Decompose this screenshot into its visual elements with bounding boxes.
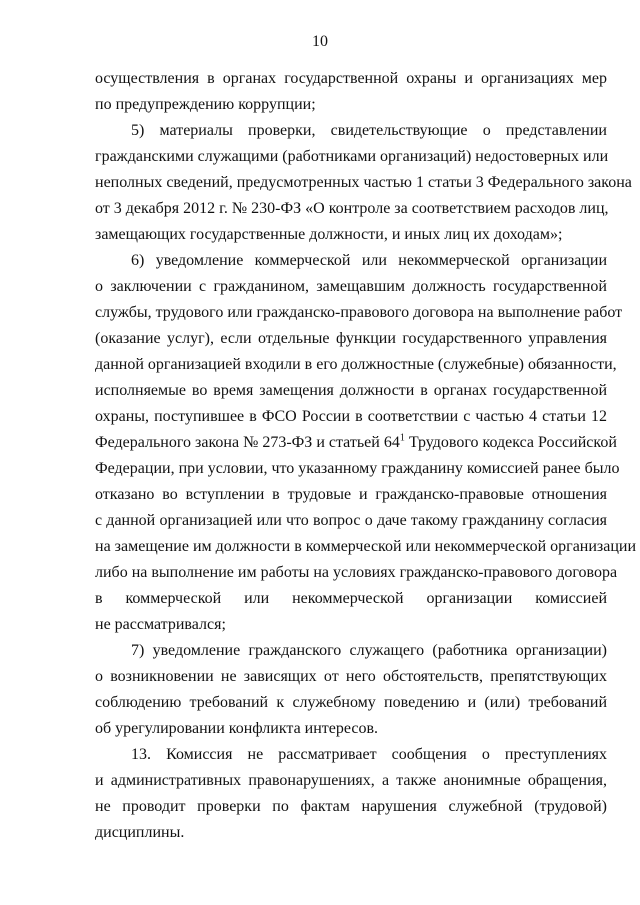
text-line: о заключении с гражданином, замещавшим должность государственной (95, 278, 607, 295)
text-line: гражданскими служащими (работниками организаций) недостоверных или (95, 148, 609, 165)
text-segment: Трудового кодекса Российской (404, 434, 617, 451)
text-line: не проводит проверки по фактам нарушения служебной (трудовой) (95, 798, 607, 815)
text-segment: Федерального закона № 273-ФЗ и статьей 64 (95, 434, 400, 451)
item-7-heading: 7) уведомление гражданского служащего (работника организации) (131, 642, 607, 659)
superscript: 1 (399, 432, 405, 444)
text-line: об урегулировании конфликта интересов. (95, 720, 379, 737)
text-line: осуществления в органах государственной охраны и организациях мер (95, 70, 607, 87)
text-line: в коммерческой или некоммерческой организации комиссией (95, 590, 607, 607)
text-line: и административных правонарушениях, а также анонимные обращения, (95, 772, 607, 789)
text-line-with-superscript (95, 432, 617, 453)
text-line: неполных сведений, предусмотренных частью 1 статьи 3 Федерального закона (95, 174, 632, 191)
text-line: замещающих государственные должности, и иных лиц их доходам»; (95, 226, 563, 243)
text-line: не рассматривался; (95, 616, 226, 633)
text-line: исполняемые во время замещения должности в органах государственной (95, 382, 607, 399)
item-6-heading: 6) уведомление коммерческой или некоммерческой организации (131, 252, 607, 269)
text-line: отказано во вступлении в трудовые и гражданско-правовые отношения (95, 486, 607, 503)
text-line: либо на выполнение им работы на условиях гражданско-правового договора (95, 564, 618, 581)
text-line: соблюдению требований к служебному поведению и (или) требований (95, 694, 607, 711)
text-line: с данной организацией или что вопрос о даче такому гражданину согласия (95, 512, 607, 529)
text-line: на замещение им должности в коммерческой или некоммерческой организации (95, 538, 637, 555)
item-5-heading: 5) материалы проверки, свидетельствующие о представлении (131, 122, 607, 139)
text-line: от 3 декабря 2012 г. № 230-ФЗ «О контроле за соответствием расходов лиц, (95, 200, 609, 217)
text-line: (оказание услуг), если отдельные функции государственного управления (95, 330, 607, 347)
text-line: по предупреждению коррупции; (95, 96, 316, 113)
text-line: Федерации, при условии, что указанному гражданину комиссией ранее было (95, 460, 620, 477)
text-line: данной организацией входили в его должностные (служебные) обязанности, (95, 356, 617, 373)
text-line: охраны, поступившее в ФСО России в соответствии с частью 4 статьи 12 (95, 408, 607, 425)
text-line: дисциплины. (95, 824, 185, 841)
page-number: 10 (312, 33, 328, 50)
text-line: службы, трудового или гражданско-правового договора на выполнение работ (95, 304, 623, 321)
text-line: о возникновении не зависящих от него обстоятельств, препятствующих (95, 668, 607, 685)
clause-13-heading: 13. Комиссия не рассматривает сообщения о преступлениях (131, 746, 607, 763)
